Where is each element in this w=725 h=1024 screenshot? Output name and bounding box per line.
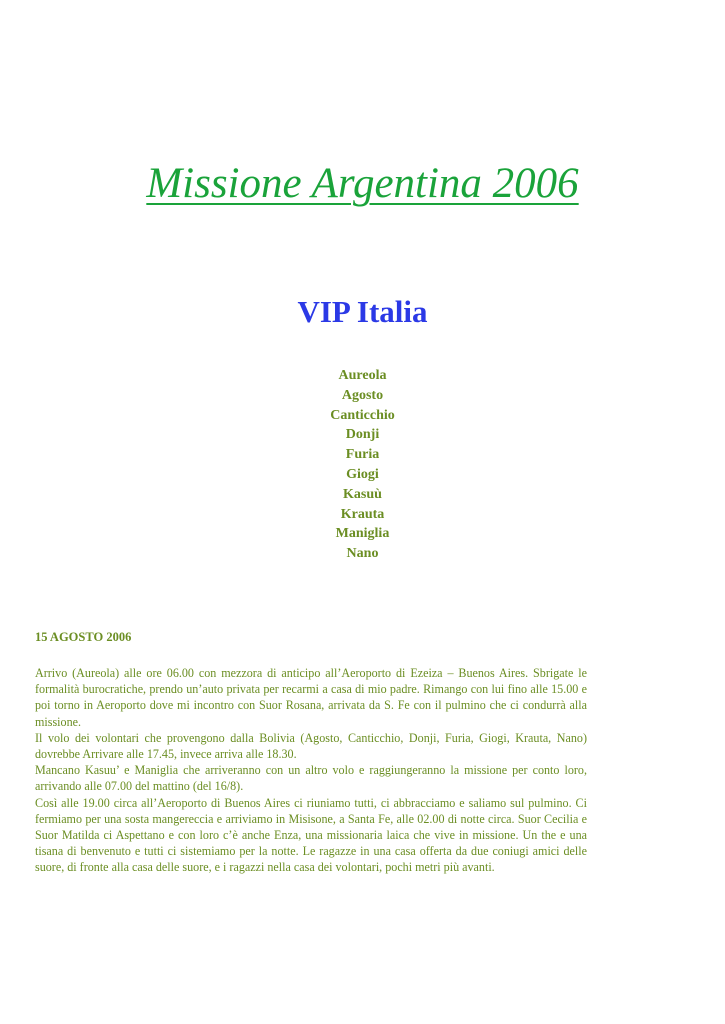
- member-name: Nano: [346, 546, 379, 562]
- member-name: Giogi: [346, 466, 379, 482]
- member-name: Furia: [345, 447, 380, 463]
- document-title: [0, 157, 725, 211]
- member-name: Canticchio: [330, 407, 395, 423]
- member-name: Maniglia: [335, 526, 390, 542]
- body-paragraph: Il volo dei volontari che provengono dalla Bolivia (Agosto, Canticchio, Donji, Furia, Giogi, Krauta, Nano) dovrebbe Arrivare alle 17.45, invece arriva alle 18.30.: [35, 730, 587, 762]
- member-name: Aureola: [338, 368, 387, 383]
- body-paragraph: Mancano Kasuu’ e Maniglia che arriveranno con un altro volo e raggiungeranno la missione per conto loro, arrivando alle 07.00 del mattino (del 16/8).: [35, 763, 587, 794]
- diary-body: [35, 665, 587, 876]
- member-name: Donji: [345, 427, 380, 443]
- member-name: Kasuù: [343, 486, 382, 502]
- document-subtitle: VIP Italia: [297, 294, 428, 329]
- document-title-text: Missione Argentina 2006: [146, 160, 579, 207]
- body-paragraph: Così alle 19.00 circa all’Aeroporto di Buenos Aires ci riuniamo tutti, ci abbracciamo e saliamo sul pulmino. Ci fermiamo per una sosta mangereccia e arriviamo in Misisone, a Santa Fe, alle 02.00 di notte circa. Suor Cecilia e Suor Matilda ci Aspettano e con loro c’è anche Enza, una missionaria laica che vive in missione. Un the e una tisana di benvenuto e tutti ci sistemiamo per la notte. Le ragazze in una casa offerta da due coniugi amici delle suore, di fronte alla casa delle suore, e i ragazzi nella casa dei volontari, pochi metri più avanti.: [35, 795, 587, 875]
- body-paragraph: Arrivo (Aureola) alle ore 06.00 con mezzora di anticipo all’Aeroporto di Ezeiza – Buenos Aires. Sbrigate le formalità burocratiche, prendo un’auto privata per recarmi a casa di mio padre. Rimango con lui fino alle 15.00 e poi torno in Aeroporto dove mi incontro con Suor Rosana, arrivata da S. Fe con il pulmino che ci condurrà alla missione.: [35, 666, 587, 729]
- member-name: Krauta: [340, 506, 385, 522]
- member-name: Agosto: [341, 387, 384, 403]
- date-heading: 15 AGOSTO 2006: [35, 630, 132, 644]
- member-list: [0, 366, 725, 564]
